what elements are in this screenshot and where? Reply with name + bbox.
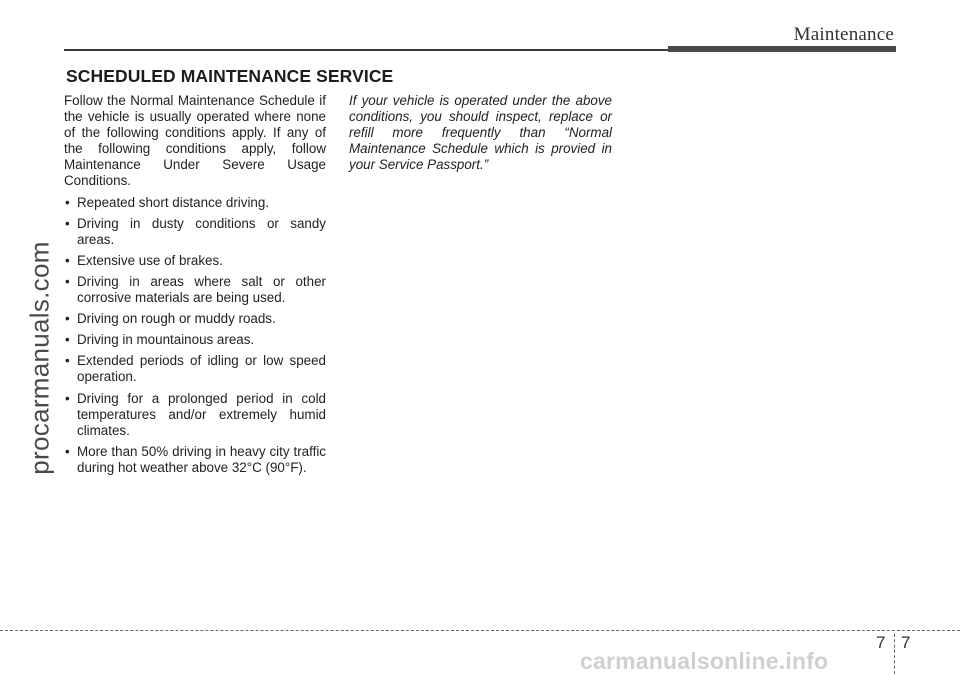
page-number: 7 [901, 633, 911, 652]
bullet-icon: • [65, 252, 70, 268]
header-title: Maintenance [793, 24, 894, 45]
bullet-icon: • [65, 273, 70, 289]
list-item [64, 253, 326, 269]
conditions-list [64, 195, 326, 476]
bottom-watermark: carmanualsonline.info [580, 648, 829, 674]
bullet-icon: • [65, 215, 70, 231]
bullet-icon: • [65, 353, 70, 369]
bullet-icon: • [65, 194, 70, 210]
bullet-icon: • [65, 311, 70, 327]
list-item [64, 353, 326, 385]
list-item-text: Repeated short distance driving. [77, 194, 270, 210]
section-heading: SCHEDULED MAINTENANCE SERVICE [66, 66, 394, 86]
header-accent-bar [668, 46, 896, 52]
header-rule [64, 49, 670, 51]
list-item-text: Driving on rough or muddy roads. [77, 311, 276, 327]
list-item-text: Extensive use of brakes. [77, 252, 223, 268]
list-item [64, 274, 326, 306]
list-item-text: Driving in mountainous areas. [77, 332, 255, 348]
list-item-text: Driving in areas where salt or other corrosive materials are being used. [77, 273, 326, 306]
list-item-text: Driving for a prolonged period in cold temperatures and/or extremely humid climates. [77, 390, 326, 438]
list-item [64, 444, 326, 476]
page-number-divider [894, 634, 895, 674]
footer-rule [0, 630, 960, 631]
list-item-text: More than 50% driving in heavy city traffic during hot weather above 32°C (90°F). [77, 443, 326, 475]
list-item-text: Extended periods of idling or low speed operation. [77, 353, 326, 385]
intro-paragraph: Follow the Normal Maintenance Schedule if the vehicle is usually operated where none of the following conditions apply. If any of the following conditions apply, follow Maintenance Under Severe Usage Conditions. [64, 93, 326, 189]
right-column-note: If your vehicle is operated under the above conditions, you should inspect, replace or refill more frequently than “Normal Maintenance Schedule which is provied in your Service Passport.” [349, 93, 612, 173]
list-item [64, 311, 326, 327]
list-item [64, 332, 326, 348]
bullet-icon: • [65, 332, 70, 348]
bullet-icon: • [65, 443, 70, 459]
side-watermark: procarmanuals.com [24, 241, 55, 475]
left-column [64, 93, 326, 481]
list-item [64, 391, 326, 439]
bullet-icon: • [65, 390, 70, 406]
list-item-text: Driving in dusty conditions or sandy areas. [77, 215, 326, 247]
list-item [64, 195, 326, 211]
list-item [64, 216, 326, 248]
chapter-number: 7 [876, 633, 886, 652]
